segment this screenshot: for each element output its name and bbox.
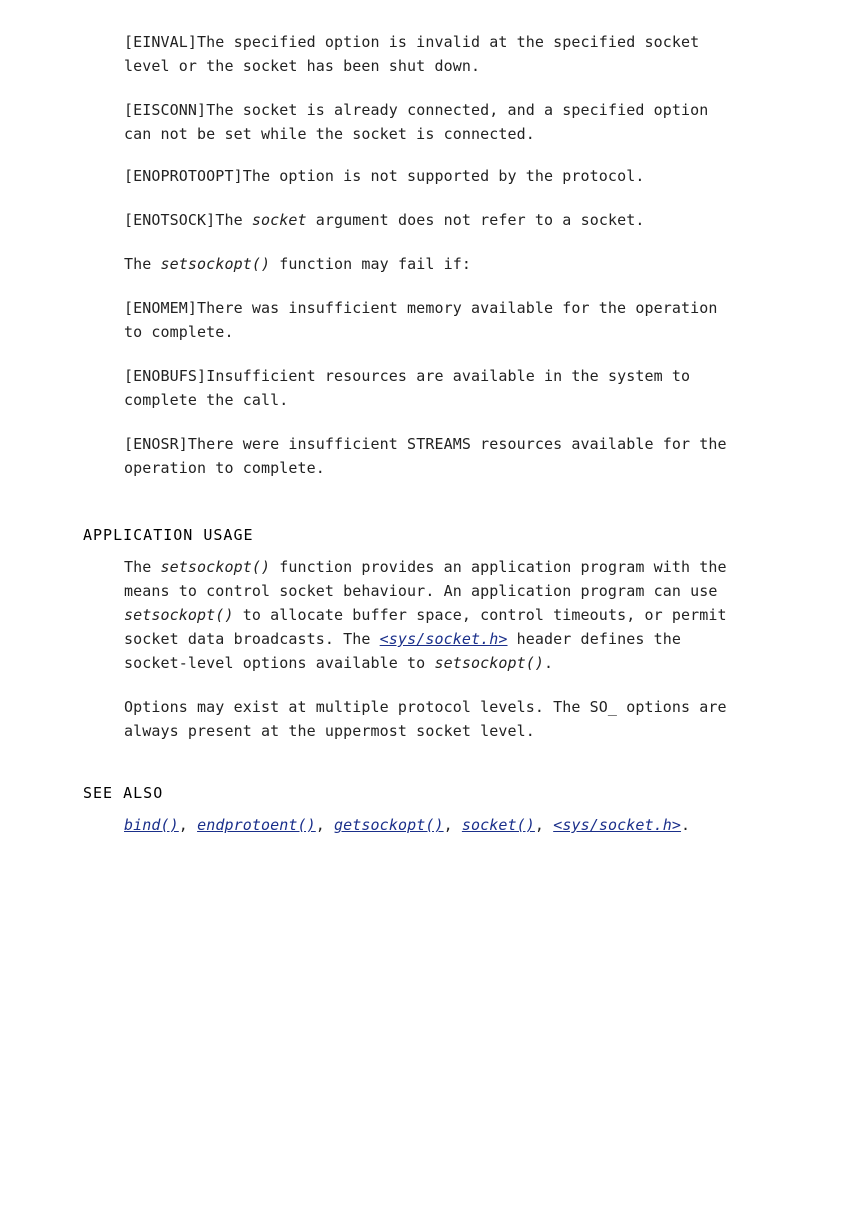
error-text: Insufficient resources are available in the system to complete the call. [124,367,691,409]
text: . [544,654,554,672]
error-code: [EINVAL] [124,33,198,51]
text: to allocate buffer space, control timeouts, or permit socket data broadcasts. The [124,606,727,648]
error-enomem [124,296,734,344]
function-name: setsockopt() [434,654,545,672]
sys-socket-h-link[interactable]: <sys/socket.h> [553,816,682,834]
error-enobufs [124,364,734,412]
getsockopt-link[interactable]: getsockopt() [334,816,444,834]
function-name: setsockopt() [124,606,234,624]
error-code: [EISCONN] [124,101,207,119]
error-text: The socket is already connected, and a specified option can not be set while the socket is connected. [124,101,709,143]
separator: , [315,816,335,834]
error-code: [ENOPROTOOPT] [124,167,243,185]
error-text-after: argument does not refer to a socket. [306,211,645,229]
function-name: setsockopt() [160,255,271,273]
see-also-heading: SEE ALSO [83,784,164,802]
see-also-links [124,813,734,837]
text: header defines the socket-level options available to [124,630,681,672]
error-code: [ENOMEM] [124,299,198,317]
error-enotsock [124,208,734,232]
bind-link[interactable]: bind() [124,816,179,834]
error-text: There was insufficient memory available for the operation to complete. [124,299,718,341]
error-code: [ENOTSOCK] [124,211,216,229]
error-code: [ENOBUFS] [124,367,207,385]
application-usage-paragraph-1 [124,555,734,675]
function-name: setsockopt() [160,558,271,576]
may-fail-intro [124,252,734,276]
application-usage-paragraph-2: Options may exist at multiple protocol levels. The SO_ options are always present at the uppermost socket level. [124,698,727,740]
error-text: There were insufficient STREAMS resources available for the operation to complete. [124,435,727,477]
error-code: [ENOSR] [124,435,188,453]
separator: , [443,816,462,834]
may-fail-after: function may fail if: [270,255,471,273]
may-fail-before: The [124,255,161,273]
see-also-body [0,813,734,837]
socket-link[interactable]: socket() [461,816,535,834]
error-text: The specified option is invalid at the specified socket level or the socket has been shut down. [124,33,700,75]
sys-socket-h-link[interactable]: <sys/socket.h> [379,630,508,648]
text: The [124,558,161,576]
period: . [681,816,691,834]
error-text-before: The [215,211,252,229]
error-einval [124,30,734,78]
socket-argument: socket [251,211,307,229]
error-enosr [124,432,734,480]
endprotoent-link[interactable]: endprotoent() [197,816,316,834]
separator: , [178,816,198,834]
error-text: The option is not supported by the protocol. [242,167,645,185]
error-eisconn [124,98,734,146]
application-usage-heading: APPLICATION USAGE [83,526,254,544]
separator: , [534,816,554,834]
text: function provides an application program with the means to control socket behaviour. An application program can use [124,558,727,600]
errors-section [0,30,734,500]
application-usage-body [0,555,734,763]
error-enoprotoopt [124,164,734,188]
